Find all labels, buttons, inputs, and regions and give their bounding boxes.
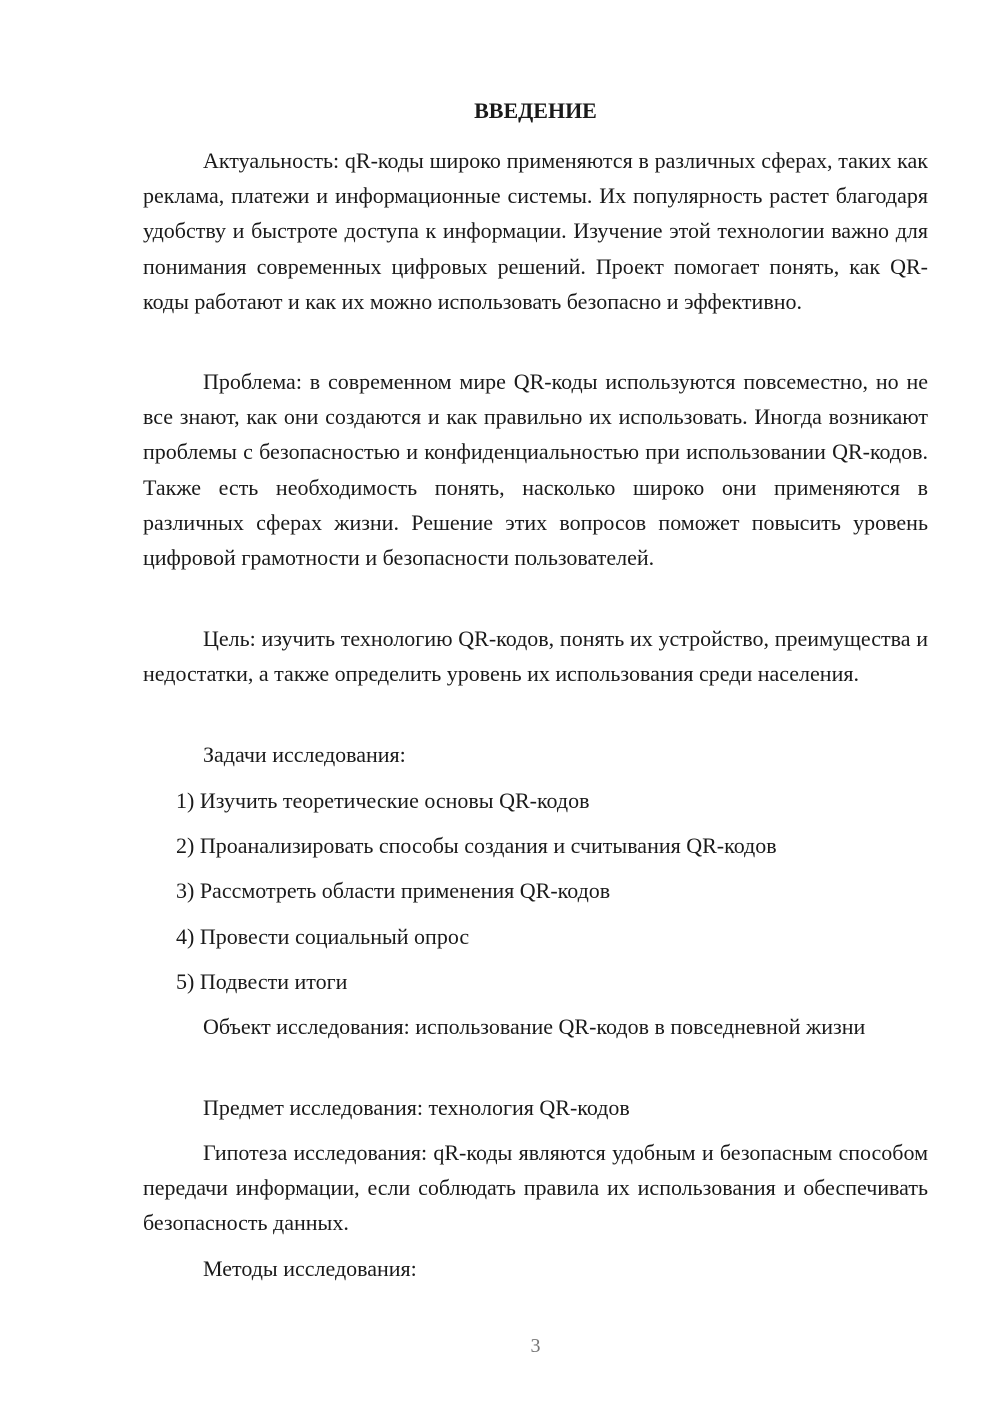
problem-paragraph: Проблема: в современном мире QR-коды используются повсеместно, но не все знают, как они создаются и как правильно их использовать. Иногда возникают проблемы с безопасностью и конфиденциальностью при использовании QR-кодов. Также есть необходимость понять, насколько широко они применяются в различных сферах жизни. Решение этих вопросов поможет повысить уровень цифровой грамотности и безопасности пользователей. bbox=[143, 369, 928, 571]
subject-paragraph: Предмет исследования: технология QR-кодов bbox=[203, 1095, 630, 1120]
page-title: ВВЕДЕНИЕ bbox=[474, 98, 597, 123]
task-item: 2) Проанализировать способы создания и считывания QR-кодов bbox=[176, 833, 777, 858]
page-number: 3 bbox=[530, 1335, 541, 1357]
hypothesis-paragraph: Гипотеза исследования: qR-коды являются удобным и безопасным способом передачи информации, если соблюдать правила их использования и обеспечивать безопасность данных. bbox=[143, 1140, 928, 1236]
tasks-heading: Задачи исследования: bbox=[203, 742, 406, 767]
relevance-paragraph: Актуальность: qR-коды широко применяются в различных сферах, таких как реклама, платежи и информационные системы. Их популярность растет благодаря удобству и быстроте доступа к информации. Изучение этой технологии важно для понимания современных цифровых решений. Проект помогает понять, как QR-коды работают и как их можно использовать безопасно и эффективно. bbox=[143, 148, 928, 314]
methods-heading: Методы исследования: bbox=[203, 1256, 417, 1281]
task-item: 4) Провести социальный опрос bbox=[176, 924, 470, 949]
document-page bbox=[143, 0, 928, 1414]
goal-paragraph: Цель: изучить технологию QR-кодов, понять их устройство, преимущества и недостатки, а также определить уровень их использования среди населения. bbox=[143, 626, 928, 687]
object-paragraph: Объект исследования: использование QR-кодов в повседневной жизни bbox=[203, 1014, 866, 1039]
task-item: 5) Подвести итоги bbox=[176, 969, 348, 994]
task-item: 3) Рассмотреть области применения QR-кодов bbox=[176, 878, 611, 903]
task-item: 1) Изучить теоретические основы QR-кодов bbox=[176, 788, 590, 813]
